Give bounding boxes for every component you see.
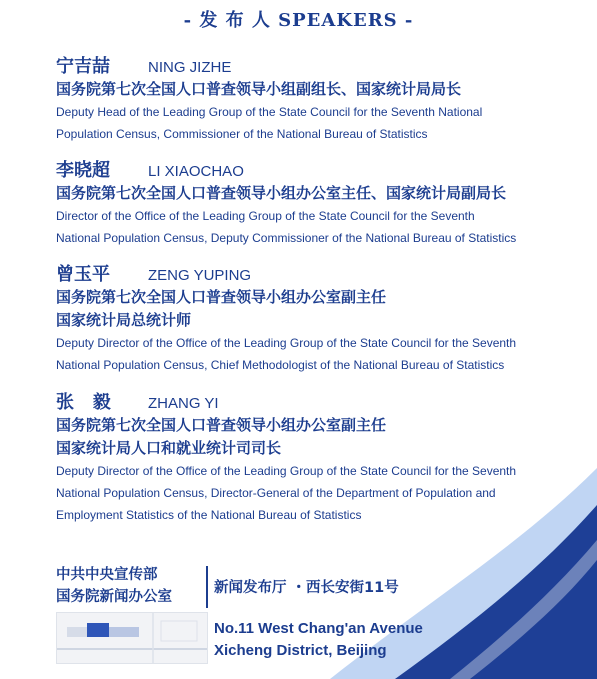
speaker-english-name: ZHANG YI [148,395,219,412]
speaker-name-row [56,156,586,182]
organizer-block [56,564,206,608]
location-map-icon [56,612,208,664]
speaker-english-name: NING JIZHE [148,59,232,76]
speaker-english-title-line: Deputy Director of the Office of the Leading Group of the State Council for the Seventh [56,464,517,478]
speaker-chinese-title: 国务院第七次全国人口普查领导小组办公室副主任 [56,288,387,306]
speaker-english-name: ZENG YUPING [148,267,252,284]
speaker-chinese-title: 国家统计局总统计师 [56,311,192,329]
speaker-english-title-line: Employment Statistics of the National Bureau of Statistics [56,508,362,522]
page-title: - 发 布 人 SPEAKERS - [183,10,414,31]
speaker-chinese-name: 曾玉平 [56,264,110,285]
speaker-chinese-title: 国务院第七次全国人口普查领导小组办公室副主任 [56,416,387,434]
speaker-chinese-name: 宁吉喆 [56,56,110,77]
speaker-card-1 [56,52,586,145]
footer-divider [206,566,208,608]
speaker-english-title-line: National Population Census, Chief Methodologist of the National Bureau of Statistics [56,358,505,372]
venue-text: 新闻发布厅 ・西长安街11号 [214,580,399,596]
speaker-chinese-name: 张 毅 [56,392,111,413]
speaker-english-name: LI XIAOCHAO [148,163,244,180]
speaker-english-title-line: Population Census, Commissioner of the National Bureau of Statistics [56,127,428,141]
speaker-chinese-name: 李晓超 [56,160,110,181]
speaker-card-3 [56,260,586,376]
speaker-english-title-line: Deputy Director of the Office of the Leading Group of the State Council for the Seventh [56,336,517,350]
address-line: Xicheng District, Beijing [214,642,387,659]
speaker-name-row [56,388,586,414]
organizer-line: 国务院新闻办公室 [56,589,172,605]
speaker-chinese-title: 国务院第七次全国人口普查领导小组办公室主任、国家统计局副局长 [56,184,507,202]
speaker-name-row [56,260,586,286]
speaker-english-title-line: Deputy Head of the Leading Group of the State Council for the Seventh National [56,105,483,119]
speaker-chinese-title: 国家统计局人口和就业统计司司长 [56,439,282,457]
speaker-card-4 [56,388,586,526]
speaker-english-title-line: National Population Census, Deputy Commissioner of the National Bureau of Statistics [56,231,517,245]
address-line: No.11 West Chang'an Avenue [214,620,423,637]
speaker-english-title-line: National Population Census, Director-General of the Department of Population and [56,486,496,500]
map-graphic [57,613,207,663]
speaker-chinese-title: 国务院第七次全国人口普查领导小组副组长、国家统计局局长 [56,80,462,98]
address-block [214,618,423,662]
speaker-card-2 [56,156,586,249]
speaker-english-title-line: Director of the Office of the Leading Group of the State Council for the Seventh [56,209,475,223]
speaker-name-row [56,52,586,78]
organizer-line: 中共中央宣传部 [56,567,158,583]
